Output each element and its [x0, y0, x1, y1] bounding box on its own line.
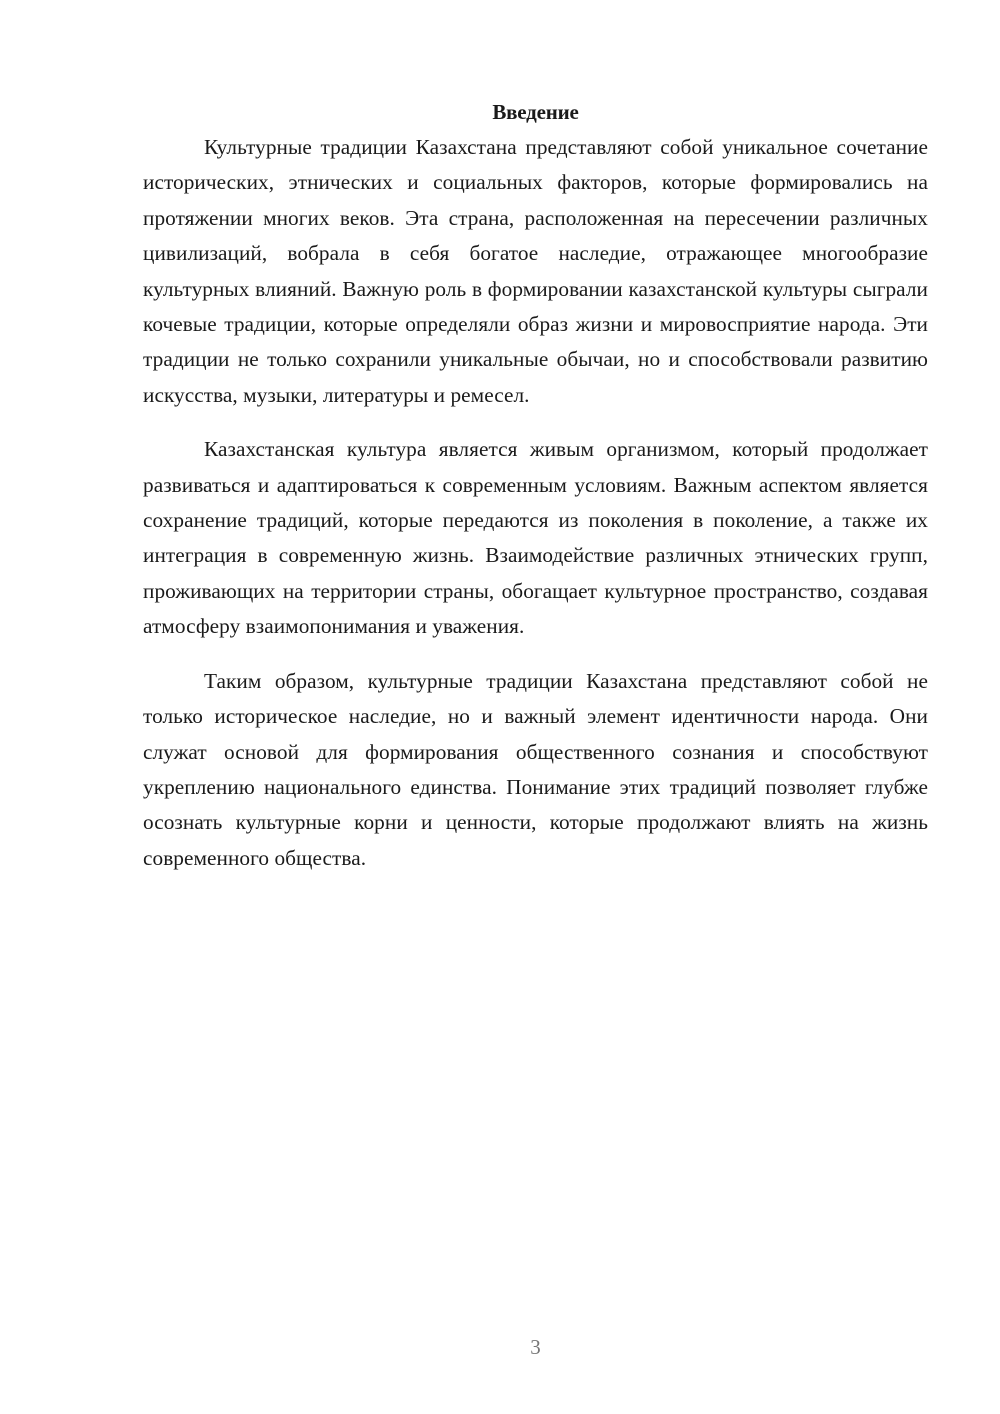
paragraph-1: Культурные традиции Казахстана представляют собой уникальное сочетание исторических, этнических и социальных факторов, которые формировались на протяжении многих веков. Эта страна, расположенная на пересечении различных цивилизаций, вобрала в себя богатое наследие, отражающее многообразие культурных влияний. Важную роль в формировании казахстанской культуры сыграли кочевые традиции, которые определяли образ жизни и мировосприятие народа. Эти традиции не только сохранили уникальные обычаи, но и способствовали развитию искусства, музыки, литературы и ремесел. — [143, 135, 928, 407]
section-title: Введение — [492, 100, 579, 124]
page-number: 3 — [530, 1335, 541, 1359]
paragraph-3: Таким образом, культурные традиции Казахстана представляют собой не только историческое наследие, но и важный элемент идентичности народа. Они служат основой для формирования общественного сознания и способствуют укреплению национального единства. Понимание этих традиций позволяет глубже осознать культурные корни и ценности, которые продолжают влиять на жизнь современного общества. — [143, 668, 928, 870]
paragraph-2: Казахстанская культура является живым организмом, который продолжает развиваться и адаптироваться к современным условиям. Важным аспектом является сохранение традиций, которые передаются из поколения в поколение, а также их интеграция в современную жизнь. Взаимодействие различных этнических групп, проживающих на территории страны, обогащает культурное пространство, создавая атмосферу взаимопонимания и уважения. — [143, 437, 928, 639]
page-content — [143, 96, 928, 876]
